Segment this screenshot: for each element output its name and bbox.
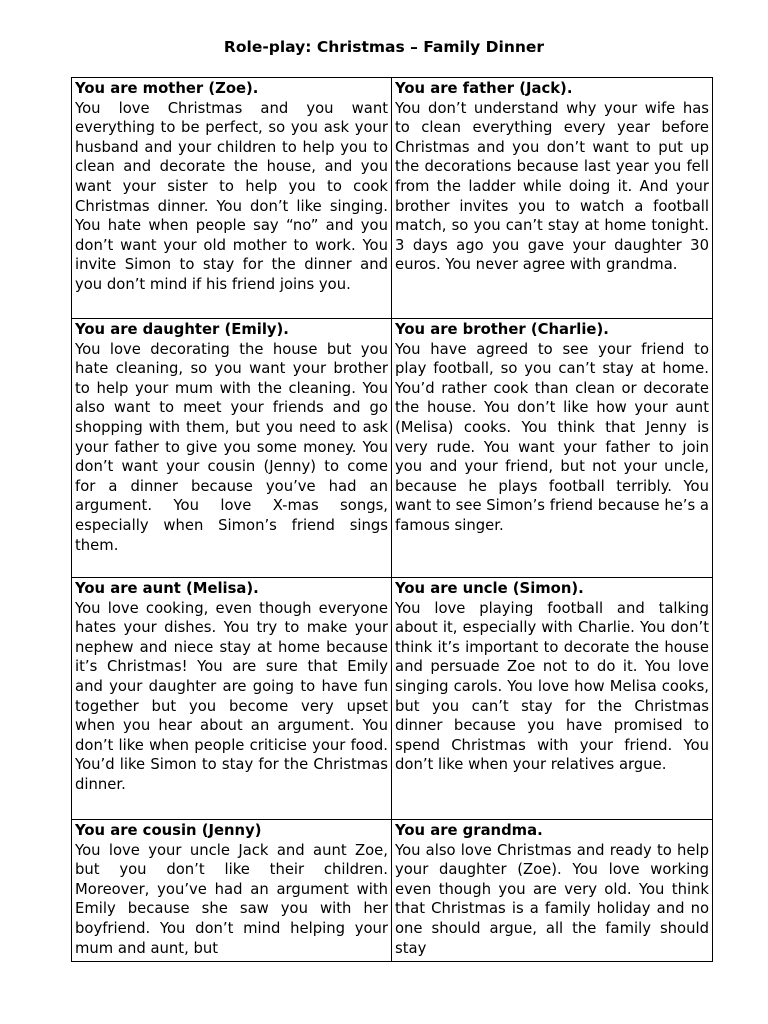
role-heading: You are brother (Charlie). xyxy=(395,321,609,338)
role-card-brother xyxy=(392,319,713,578)
role-description: You love your uncle Jack and aunt Zoe, but you don’t like their children. Moreover, you’ve had an argument with Emily because she saw you with her boyfriend. You don’t mind helping your mum and aunt, but xyxy=(75,841,388,957)
role-card-daughter xyxy=(72,319,392,578)
role-heading: You are grandma. xyxy=(395,822,543,839)
role-description: You love cooking, even though everyone hates your dishes. You try to make your nephew and niece stay at home because it’s Christmas! You are sure that Emily and your daughter are going to have fun together but you become very upset when you hear about an argument. You don’t like when people criticise your food. You’d like Simon to stay for the Christmas dinner. xyxy=(75,599,388,793)
role-cards-table xyxy=(71,77,713,962)
table-row xyxy=(72,820,713,962)
role-card-father xyxy=(392,78,713,319)
table-row xyxy=(72,578,713,820)
role-description: You love Christmas and you want everything to be perfect, so you ask your husband and your children to help you to clean and decorate the house, and you want your sister to help you to cook Christmas dinner. You don’t like singing. You hate when people say “no” and you don’t want your old mother to work. You invite Simon to stay for the dinner and you don’t mind if his friend joins you. xyxy=(75,99,388,293)
page-title: Role-play: Christmas – Family Dinner xyxy=(223,38,545,56)
role-card-mother xyxy=(72,78,392,319)
role-heading: You are mother (Zoe). xyxy=(75,80,259,97)
role-description: You love decorating the house but you hate cleaning, so you want your brother to help your mum with the cleaning. You also want to meet your friends and go shopping with them, but you need to ask your father to give you some money. You don’t want your cousin (Jenny) to come for a dinner because you’ve had an argument. You love X-mas songs, especially when Simon’s friend sings them. xyxy=(75,340,388,554)
table-row xyxy=(72,78,713,319)
role-description: You also love Christmas and ready to help your daughter (Zoe). You love working even though you are very old. You think that Christmas is a family holiday and no one should argue, all the family should stay xyxy=(395,841,709,957)
role-card-cousin xyxy=(72,820,392,962)
role-card-aunt xyxy=(72,578,392,820)
role-heading: You are aunt (Melisa). xyxy=(75,580,259,597)
role-description: You don’t understand why your wife has to clean everything every year before Christmas and you don’t want to put up the decorations because last year you fell from the ladder while doing it. And your brother invites you to watch a football match, so you can’t stay at home tonight. 3 days ago you gave your daughter 30 euros. You never agree with grandma. xyxy=(395,99,709,274)
role-description: You have agreed to see your friend to play football, so you can’t stay at home. You’d rather cook than clean or decorate the house. You don’t like how your aunt (Melisa) cooks. You think that Jenny is very rude. You want your father to join you and your friend, but not your uncle, because he plays football terribly. You want to see Simon’s friend because he’s a famous singer. xyxy=(395,340,709,534)
role-heading: You are father (Jack). xyxy=(395,80,573,97)
role-heading: You are daughter (Emily). xyxy=(75,321,289,338)
role-heading: You are uncle (Simon). xyxy=(395,580,584,597)
role-heading: You are cousin (Jenny) xyxy=(75,822,262,839)
role-card-grandma xyxy=(392,820,713,962)
role-description: You love playing football and talking about it, especially with Charlie. You don’t think it’s important to decorate the house and persuade Zoe not to do it. You love singing carols. You love how Melisa cooks, but you can’t stay for the Christmas dinner because you have promised to spend Christmas with your friend. You don’t like when your relatives argue. xyxy=(395,599,709,774)
table-row xyxy=(72,319,713,578)
role-card-uncle xyxy=(392,578,713,820)
